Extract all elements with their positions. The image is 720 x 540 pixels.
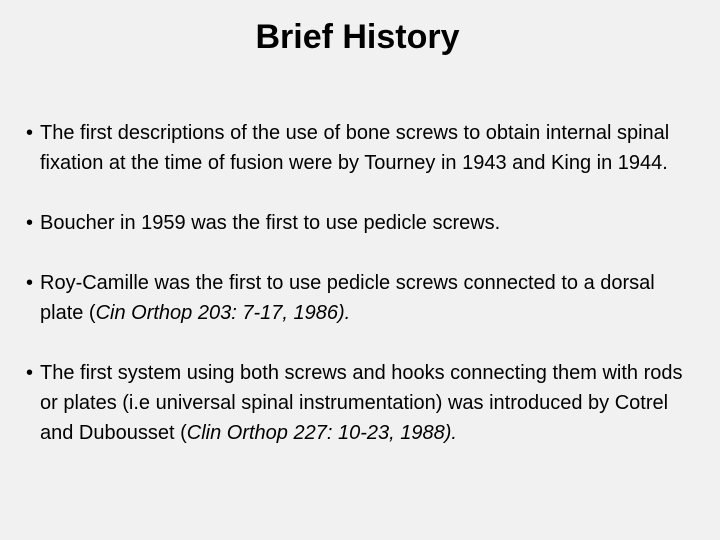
bullet-text: Boucher in 1959 was the first to use pedicle screws. xyxy=(40,212,501,234)
bullet-marker: • xyxy=(26,362,34,384)
citation: Cin Orthop 203: 7-17, 1986). xyxy=(95,302,351,324)
bullet-item xyxy=(26,268,690,328)
bullet-text: The first system using both screws and hooks connecting them with rods or plates (i.e universal spinal instrumentation) was introduced by Cotrel and Dubousset ( xyxy=(40,362,683,444)
bullet-item xyxy=(26,118,690,178)
slide-title: Brief History xyxy=(255,18,460,56)
bullet-text: The first descriptions of the use of bone screws to obtain internal spinal fixation at the time of fusion were by Tourney in 1943 and King in 1944. xyxy=(40,122,670,174)
bullet-marker: • xyxy=(26,212,34,234)
bullet-list xyxy=(26,118,690,448)
bullet-item xyxy=(26,358,690,448)
citation: Clin Orthop 227: 10-23, 1988). xyxy=(186,422,457,444)
bullet-text: Roy-Camille was the first to use pedicle screws connected to a dorsal plate ( xyxy=(40,272,655,324)
bullet-marker: • xyxy=(26,122,34,144)
bullet-item xyxy=(26,208,690,238)
bullet-marker: • xyxy=(26,272,34,294)
